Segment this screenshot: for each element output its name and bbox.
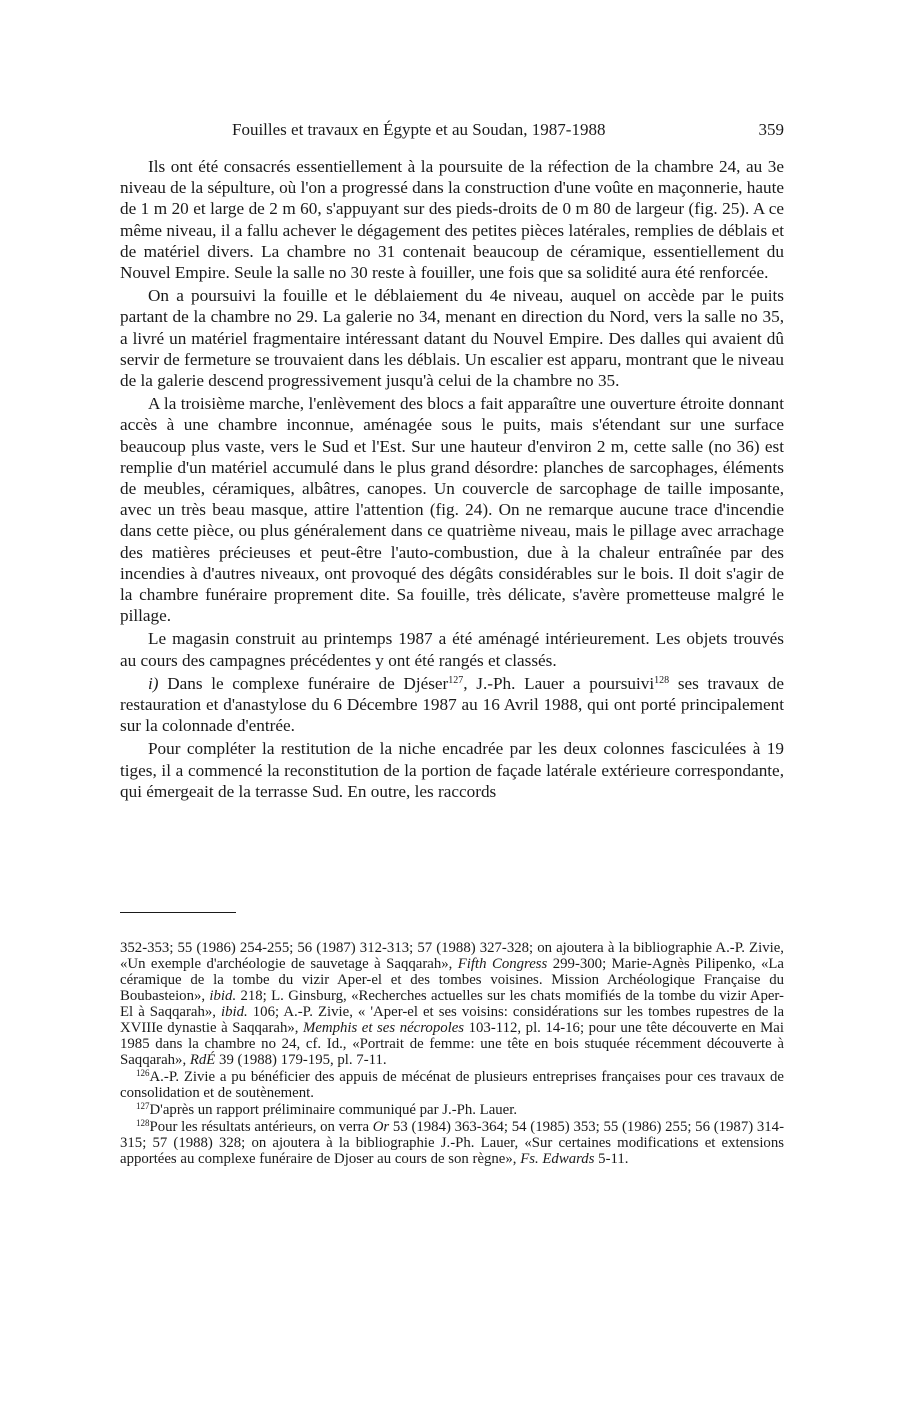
- footnote-ref-127[interactable]: 127: [448, 674, 464, 686]
- footnote-127: $^{127}$D'après un rapport préliminaire communiqué par J.-Ph. Lauer.: [136, 1101, 518, 1118]
- footnote-number: 127: [136, 1101, 150, 1111]
- running-title: Fouilles et travaux en Égypte et au Soudan, 1987-1988: [232, 120, 606, 139]
- paragraph-5: i) Dans le complexe funéraire de Djéser$^{127}$, J.-Ph. Lauer a poursuivi$^{128}$ ses travaux de restauration et d'anastylose du 6 Décembre 1987 au 16 Avril 1988, qui ont porté principalement sur la colonnade d'entrée.: [120, 673, 784, 736]
- section-label: i): [148, 673, 159, 693]
- footnotes: [120, 940, 784, 1168]
- footnote-128: $^{128}$Pour les résultats antérieurs, on verra Or 53 (1984) 363-364; 54 (1985) 353; 55 (1986) 255; 56 (1987) 314-315; 57 (1988) 328; on ajoutera à la bibliographie J.-Ph. Lauer, «Sur certaines modifications et extensions apportées au complexe funéraire de Djoser au cours de son règne», Fs. Edwards 5-11.: [120, 1118, 784, 1167]
- paragraph-2: On a poursuivi la fouille et le déblaiement du 4e niveau, auquel on accède par le puits partant de la chambre no 29. La galerie no 34, menant en direction du Nord, vers la salle no 35, a livré un matériel fragmentaire intéressant datant du Nouvel Empire. Des dalles qui avaient dû servir de fermeture se trouvaient dans les déblais. Un escalier est apparu, montrant que le niveau de la galerie descend progressivement jusqu'à celui de la chambre no 35.: [120, 286, 784, 391]
- paragraph-6: Pour compléter la restitution de la niche encadrée par les deux colonnes fasciculées à 19 tiges, il a commencé la reconstitution de la portion de façade latérale extérieure correspondante, qui émergeait de la terrasse Sud. En outre, les raccords: [120, 739, 784, 801]
- footnote-number: 126: [136, 1068, 150, 1078]
- footnote-ref-128[interactable]: 128: [654, 674, 670, 686]
- paragraph-3: A la troisième marche, l'enlèvement des blocs a fait apparaître une ouverture étroite donnant accès à une chambre inconnue, aménagée sous le puits, mais s'étendant sur une surface beaucoup plus vaste, vers le Sud et l'Est. Sur une hauteur d'environ 2 m, cette salle (no 36) est remplie d'un matériel accumulé dans le plus grand désordre: planches de sarcophages, éléments de meubles, céramiques, albâtres, canopes. Un couvercle de sarcophage de taille imposante, avec un très beau masque, attire l'attention (fig. 24). On ne remarque aucune trace d'incendie dans cette pièce, ou plus généralement dans ce quatrième niveau, mais le pillage avec arrachage des matières précieuses et peut-être l'auto-combustion, due à la chaleur entraînée par des incendies à d'autres niveaux, ont provoqué des dégâts considérables sur le bois. Il doit s'agir de la chambre funéraire proprement dite. Sa fouille, très délicate, s'avère prometteuse malgré le pillage.: [120, 394, 784, 626]
- footnote-continued: 352-353; 55 (1986) 254-255; 56 (1987) 312-313; 57 (1988) 327-328; on ajoutera à la bibliographie A.-P. Zivie, «Un exemple d'archéologie de sauvetage à Saqqarah», Fifth Congress 299-300; Marie-Agnès Pilipenko, «La céramique de la tombe du vizir Aper-el et des tombes voisines. Mission Archéologique Française du Boubasteion», ibid. 218; L. Ginsburg, «Recherches actuelles sur les chats momifiés de la tombe du vizir Aper-El à Saqqarah», ibid. 106; A.-P. Zivie, « 'Aper-el et ses voisins: considérations sur les tombes rupestres de la XVIIIe dynastie à Saqqarah», Memphis et ses nécropoles 103-112, pl. 14-16; pour une tête découverte en Mai 1985 dans la chambre no 24, cf. Id., «Portrait de femme: une tête en bois stuquée récemment découverte à Saqqarah», RdÉ 39 (1988) 179-195, pl. 7-11.: [120, 940, 785, 1068]
- paragraph-4: Le magasin construit au printemps 1987 a été aménagé intérieurement. Les objets trouvés au cours des campagnes précédentes y ont été rangés et classés.: [120, 629, 784, 670]
- main-text: [120, 156, 784, 802]
- footnote-number: 128: [136, 1118, 150, 1128]
- page-number: 359: [758, 120, 784, 139]
- running-header: [120, 116, 784, 146]
- footnote-separator: [120, 912, 236, 913]
- paragraph-1: Ils ont été consacrés essentiellement à la poursuite de la réfection de la chambre 24, au 3e niveau de la sépulture, où l'on a progressé dans la construction d'une voûte en maçonnerie, haute de 1 m 20 et large de 2 m 60, s'appuyant sur des pieds-droits de 0 m 80 de largeur (fig. 25). A ce même niveau, il a fallu achever le dégagement des petites pièces latérales, remplies de déblais et de matériel divers. La chambre no 31 contenait beaucoup de céramique, essentiellement du Nouvel Empire. Seule la salle no 30 reste à fouiller, une fois que sa solidité aura été renforcée.: [120, 157, 784, 283]
- footnote-126: $^{126}$A.-P. Zivie a pu bénéficier des appuis de mécénat de plusieurs entreprises françaises pour ces travaux de consolidation et de soutènement.: [120, 1068, 784, 1101]
